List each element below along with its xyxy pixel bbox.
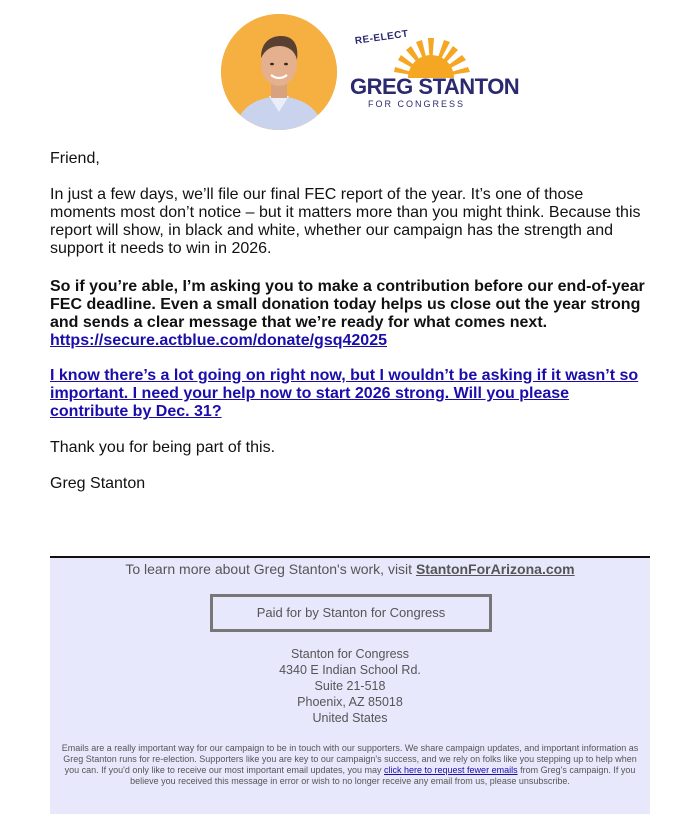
- logo-name-text: GREG STANTON: [350, 74, 520, 99]
- paid-for-disclaimer: Paid for by Stanton for Congress: [210, 594, 492, 632]
- campaign-logo: [349, 28, 520, 112]
- address-line: Stanton for Congress: [290, 647, 410, 661]
- candidate-photo: [221, 14, 337, 130]
- email-footer: [50, 556, 650, 814]
- mailing-address: [50, 646, 650, 726]
- logo-reelect-text: RE-ELECT: [354, 28, 410, 47]
- website-link[interactable]: StantonForArizona.com: [415, 561, 575, 577]
- address-line: Suite 21-518: [314, 679, 386, 693]
- greeting: Friend,: [50, 150, 100, 167]
- thanks-text: Thank you for being part of this.: [50, 439, 276, 456]
- address-line: United States: [312, 711, 388, 725]
- logo-tagline-text: FOR CONGRESS: [368, 99, 466, 109]
- fine-print: [58, 743, 642, 787]
- fine-print-text: Emails are a really important way for our campaign to be in touch with our supporters. We share campaign updates, and important information as Greg Stanton runs for re-election. Supporters like you are key to our campaign's success, and we rely on folks like you stepping up to help when you can. If you'd only like to receive our most important email updates, you may: [61, 743, 639, 775]
- donate-link[interactable]: https://secure.actblue.com/donate/gsq42025: [50, 332, 387, 349]
- intro-paragraph: In just a few days, we’ll file our final FEC report of the year. It’s one of those moments most don’t notice – but it matters more than you might think. Because this report will show, in black and white, whether our campaign has the strength and support it needs to win in 2026.: [50, 186, 641, 257]
- email-header: [0, 0, 700, 140]
- ask-text: So if you’re able, I’m asking you to make a contribution before our end-of-year FEC deadline. Even a small donation today helps us close out the year strong and sends a clear message that we’re ready for what comes next.: [50, 278, 645, 331]
- learn-more-text: To learn more about Greg Stanton's work, visit: [125, 561, 413, 577]
- signature: Greg Stanton: [50, 475, 146, 492]
- learn-more-line: [50, 561, 650, 577]
- address-line: Phoenix, AZ 85018: [297, 695, 403, 709]
- fine-print-text-end: from Greg's campaign. If you believe you received this message in error or wish to no longer receive any email from us, please unsubscribe.: [130, 765, 636, 786]
- address-line: 4340 E Indian School Rd.: [279, 663, 421, 677]
- fewer-emails-link[interactable]: click here to request fewer emails: [384, 765, 518, 775]
- ask-paragraph: [50, 278, 650, 350]
- urgent-paragraph: [50, 367, 650, 421]
- contribute-link[interactable]: I know there’s a lot going on right now, but I wouldn’t be asking if it wasn’t so important. I need your help now to start 2026 strong. Will you please contribute by Dec. 31?: [50, 367, 639, 420]
